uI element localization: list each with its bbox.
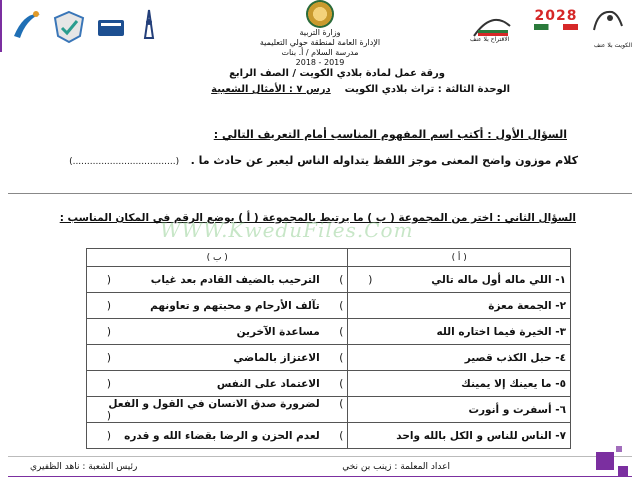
- proverb-text: ٦- أسفرت و أنورت: [468, 403, 566, 416]
- lesson-label: درس ٧ : الأمثال الشعبية: [211, 84, 331, 95]
- meaning-text: الترحيب بالضيف القادم بعد غياب: [150, 273, 320, 286]
- proverb-text: ٢- الجمعة معزة: [488, 299, 566, 312]
- proverb-text: ٣- الخيرة فيما اختاره الله: [436, 325, 566, 338]
- head-of-department: رئيس الشعبة : ناهد الظفيري: [30, 462, 138, 472]
- proverb-cell: [348, 345, 571, 371]
- vision-caption: الاقتراح بلا عنف: [470, 36, 510, 43]
- vision-logo: [470, 6, 514, 46]
- tower-logo-icon: [138, 8, 160, 44]
- table-row: [87, 345, 571, 371]
- proverb-cell: [348, 397, 571, 423]
- table-row: [87, 423, 571, 449]
- table-row: [87, 267, 571, 293]
- table-row: [87, 371, 571, 397]
- no-violence-logo: [588, 6, 632, 49]
- meaning-text: لعدم الحزن و الرضا بقضاء الله و قدره: [124, 429, 320, 442]
- column-a-header: ( أ ): [348, 249, 571, 267]
- corner-square-small: [618, 466, 628, 476]
- table-header-row: [87, 249, 571, 267]
- answer-bracket[interactable]: (: [106, 429, 111, 442]
- meaning-text: تآلف الأرحام و محبتهم و تعاونهم: [150, 299, 320, 312]
- question-1-title: السؤال الأول : أكتب اسم المفهوم المناسب أمام التعريف التالي :: [213, 128, 567, 141]
- meaning-cell: [87, 371, 348, 397]
- header-center: [230, 0, 410, 68]
- quality-logo: [52, 10, 86, 44]
- kuwait-emblem-icon: [306, 0, 334, 28]
- matching-table: [86, 248, 571, 449]
- badge-2028-logo: [534, 8, 578, 44]
- school-name: مدرسة السلام / أ. بنات: [281, 48, 359, 57]
- prepared-by: اعداد المعلمة : زينب بن نخي: [342, 462, 450, 472]
- answer-blank[interactable]: (....................................): [69, 157, 180, 167]
- answer-bracket[interactable]: (: [368, 273, 373, 286]
- definition-text: كلام موزون واضح المعنى موجز اللفظ يتداوله الناس ليعبر عن حادث ما .: [190, 154, 578, 167]
- section-divider: [8, 193, 632, 194]
- table-row: [87, 397, 571, 423]
- table-row: [87, 293, 571, 319]
- meaning-text: الاعتزاز بالماضي: [233, 351, 320, 364]
- proverb-text: ٤- حبل الكذب قصير: [464, 351, 566, 364]
- proverb-text: ٥- ما يعينك إلا يمينك: [461, 377, 566, 390]
- watermark: WWW.KweduFiles.Com: [160, 218, 414, 242]
- school-year: 2019 - 2018: [295, 58, 345, 67]
- column-b-header: ( ب ): [87, 249, 348, 267]
- answer-slot[interactable]: ): [339, 377, 344, 390]
- sheet-title: ورقة عمل لمادة بلادي الكويت / الصف الرابع: [229, 68, 445, 79]
- badge-2028-text: 2028: [534, 8, 578, 24]
- unit-label: الوحدة الثالثة : تراث بلادي الكويت: [344, 84, 510, 95]
- proverb-cell: [348, 267, 571, 293]
- meaning-cell: [87, 293, 348, 319]
- question-1-item: [69, 154, 578, 167]
- lesson-line: [211, 84, 510, 95]
- directorate-name: الإدارة العامة لمنطقة حولي التعليمية: [259, 38, 381, 47]
- answer-bracket[interactable]: (: [106, 325, 111, 338]
- swoosh-logo-icon: [10, 6, 44, 44]
- answer-bracket[interactable]: (: [106, 409, 111, 422]
- answer-bracket[interactable]: (: [106, 299, 111, 312]
- answer-slot[interactable]: ): [339, 325, 344, 338]
- proverb-cell: [348, 293, 571, 319]
- shield-logo-icon: [52, 10, 86, 44]
- answer-slot[interactable]: ): [339, 397, 344, 410]
- meaning-text: لضرورة صدق الانسان في القول و الفعل: [108, 397, 320, 410]
- meaning-text: الاعتماد على النفس: [216, 377, 320, 390]
- meaning-cell: [87, 267, 348, 293]
- answer-slot[interactable]: ): [339, 351, 344, 364]
- answer-slot[interactable]: ): [339, 429, 344, 442]
- proverb-cell: [348, 423, 571, 449]
- ministry-name: وزارة التربية: [299, 28, 341, 37]
- proverb-text: ٧- الناس للناس و الكل بالله واحد: [396, 429, 566, 442]
- meaning-cell: [87, 319, 348, 345]
- meaning-cell: [87, 345, 348, 371]
- answer-slot[interactable]: ): [339, 299, 344, 312]
- corner-accent-top: [0, 0, 2, 52]
- answer-bracket[interactable]: (: [106, 351, 111, 364]
- question-2-title: السؤال الثاني : اختر من المجموعة ( ب ) ما يرتبط بالمجموعة ( أ ) بوضع الرقم في المكان المناسب :: [59, 212, 576, 224]
- footer-divider: [8, 456, 632, 457]
- answer-bracket[interactable]: (: [106, 273, 111, 286]
- hand-logo-icon: [588, 6, 632, 38]
- meaning-cell: [87, 397, 348, 423]
- education-logo-blue: [96, 12, 126, 42]
- table-row: [87, 319, 571, 345]
- school-logo-left: [10, 6, 44, 44]
- no-violence-caption: الكويت بلا عنف: [593, 42, 632, 49]
- answer-slot[interactable]: ): [339, 273, 344, 286]
- meaning-cell: [87, 423, 348, 449]
- proverb-cell: [348, 319, 571, 345]
- proverb-text: ١- اللي ماله أول ماله تالي: [431, 273, 566, 286]
- science-logo: [138, 8, 160, 44]
- answer-bracket[interactable]: (: [106, 377, 111, 390]
- kuwait-flag-icon: [534, 24, 578, 30]
- corner-rule: [8, 476, 632, 477]
- corner-square-tiny: [616, 446, 622, 452]
- proverb-cell: [348, 371, 571, 397]
- corner-square-large: [596, 452, 614, 470]
- meaning-text: مساعدة الآخرين: [236, 325, 320, 338]
- book-logo-icon: [96, 12, 126, 42]
